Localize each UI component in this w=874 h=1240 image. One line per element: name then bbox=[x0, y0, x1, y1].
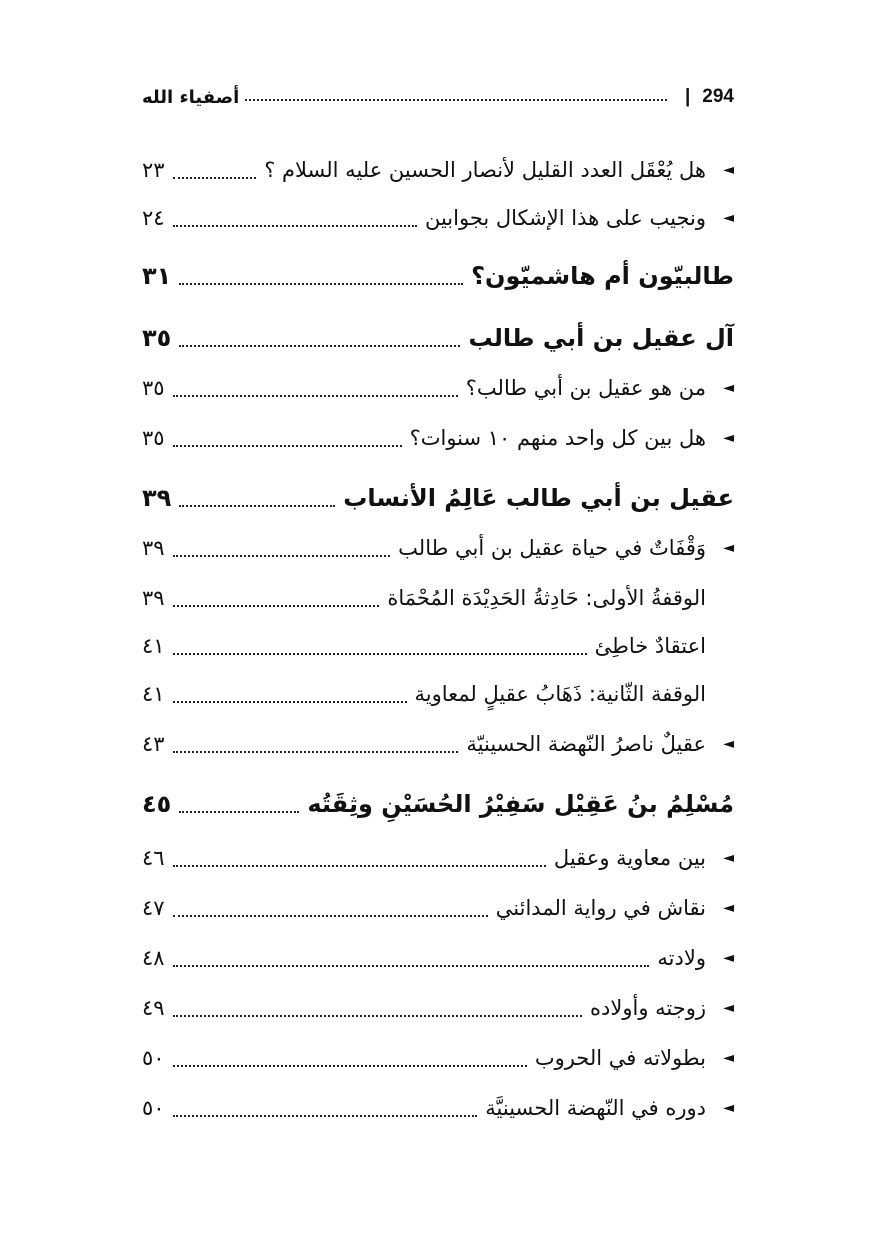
toc-entry-page-number: ٤٧ bbox=[142, 896, 165, 920]
bullet-triangle-icon: ◄ bbox=[723, 430, 734, 446]
toc-entry[interactable] bbox=[142, 836, 734, 880]
header-separator: | bbox=[684, 86, 691, 107]
toc-entry[interactable] bbox=[142, 366, 734, 410]
toc-entry-page-number: ٣٩ bbox=[142, 484, 172, 512]
leader-dots bbox=[173, 445, 402, 447]
toc-entry-title: طالبيّون أم هاشميّون؟ bbox=[471, 262, 734, 290]
toc-entry[interactable] bbox=[142, 782, 734, 826]
bullet-triangle-icon: ◄ bbox=[723, 1000, 734, 1016]
toc-entry-page-number: ٣٩ bbox=[142, 536, 165, 560]
leader-dots bbox=[173, 751, 459, 753]
toc-entry[interactable] bbox=[142, 986, 734, 1030]
toc-entry-page-number: ٥٠ bbox=[142, 1046, 165, 1070]
toc-entry-page-number: ٤٣ bbox=[142, 732, 165, 756]
toc-entry[interactable] bbox=[142, 672, 734, 716]
toc-entry-title: عقيلٌ ناصرُ النّهضة الحسينيّة bbox=[466, 732, 706, 756]
leader-dots bbox=[179, 505, 335, 507]
toc-entry-title: الوقفة الثّانية: ذَهَابُ عقيلٍ لمعاوية bbox=[414, 682, 706, 706]
toc-entry-page-number: ٤٨ bbox=[142, 946, 165, 970]
toc-entry-page-number: ٥٠ bbox=[142, 1096, 165, 1120]
leader-dots bbox=[173, 915, 488, 917]
bullet-triangle-icon: ◄ bbox=[723, 1050, 734, 1066]
leader-dots bbox=[173, 865, 546, 867]
toc-entry[interactable] bbox=[142, 476, 734, 520]
bullet-triangle-icon: ◄ bbox=[723, 736, 734, 752]
toc-entry-page-number: ٣٩ bbox=[142, 586, 165, 610]
toc-entry[interactable] bbox=[142, 936, 734, 980]
bullet-triangle-icon: ◄ bbox=[723, 210, 734, 226]
toc-entry[interactable] bbox=[142, 722, 734, 766]
leader-dots bbox=[173, 555, 391, 557]
leader-dots bbox=[179, 345, 460, 347]
toc-entry-title: آل عقيل بن أبي طالب bbox=[468, 324, 734, 352]
toc-entry[interactable] bbox=[142, 254, 734, 298]
toc-entry[interactable] bbox=[142, 148, 734, 192]
toc-entry-page-number: ٤١ bbox=[142, 634, 165, 658]
toc-entry-page-number: ٤١ bbox=[142, 682, 165, 706]
toc-entry[interactable] bbox=[142, 196, 734, 240]
toc-entry[interactable] bbox=[142, 526, 734, 570]
toc-entry-title: وَقْفَاتٌ في حياة عقيل بن أبي طالب bbox=[398, 536, 706, 560]
toc-entry-page-number: ٣١ bbox=[142, 262, 172, 290]
book-title: أصفياء الله bbox=[142, 86, 240, 108]
leader-dots bbox=[173, 1065, 527, 1067]
leader-dots bbox=[173, 701, 407, 703]
leader-dots bbox=[173, 177, 257, 179]
leader-dots bbox=[173, 605, 380, 607]
toc-entry[interactable] bbox=[142, 416, 734, 460]
toc-entry-title: هل يُعْقَل العدد القليل لأنصار الحسين عليه السلام ؟ bbox=[264, 158, 706, 182]
bullet-triangle-icon: ◄ bbox=[723, 540, 734, 556]
leader-dots bbox=[179, 283, 463, 285]
toc-entry[interactable] bbox=[142, 576, 734, 620]
header-leader-dots bbox=[245, 99, 667, 101]
leader-dots bbox=[173, 653, 587, 655]
toc-entry[interactable] bbox=[142, 316, 734, 360]
bullet-triangle-icon: ◄ bbox=[723, 900, 734, 916]
toc-entry-title: ونجيب على هذا الإشكال بجوابين bbox=[424, 206, 706, 230]
leader-dots bbox=[173, 1015, 582, 1017]
bullet-triangle-icon: ◄ bbox=[723, 850, 734, 866]
page-header bbox=[142, 80, 734, 114]
leader-dots bbox=[173, 1115, 478, 1117]
toc-entry[interactable] bbox=[142, 1036, 734, 1080]
bullet-triangle-icon: ◄ bbox=[723, 1100, 734, 1116]
bullet-triangle-icon: ◄ bbox=[723, 162, 734, 178]
toc-entry-title: ولادته bbox=[657, 946, 706, 970]
toc-entry-title: زوجته وأولاده bbox=[590, 996, 706, 1020]
toc-entry[interactable] bbox=[142, 1086, 734, 1130]
leader-dots bbox=[173, 965, 650, 967]
toc-entry[interactable] bbox=[142, 886, 734, 930]
toc-entry-title: من هو عقيل بن أبي طالب؟ bbox=[465, 376, 706, 400]
toc-entry-title: نقاش في رواية المدائني bbox=[495, 896, 706, 920]
toc-entry-title: بطولاته في الحروب bbox=[534, 1046, 706, 1070]
toc-entry[interactable] bbox=[142, 624, 734, 668]
bullet-triangle-icon: ◄ bbox=[723, 380, 734, 396]
toc-entry-page-number: ٣٥ bbox=[142, 376, 165, 400]
toc-entry-title: بين معاوية وعقيل bbox=[553, 846, 706, 870]
page-number: 294 bbox=[702, 86, 734, 107]
leader-dots bbox=[179, 811, 299, 813]
toc-entry-title: عقيل بن أبي طالب عَالِمُ الأنساب bbox=[343, 484, 734, 512]
toc-entry-title: الوقفةُ الأولى: حَادِثةُ الحَدِيْدَة المُحْمَاة bbox=[387, 586, 706, 610]
leader-dots bbox=[173, 395, 458, 397]
toc-entry-page-number: ٤٥ bbox=[142, 790, 172, 818]
toc-entry-title: اعتقادٌ خاطِئ bbox=[594, 634, 706, 658]
toc-entry-page-number: ٢٣ bbox=[142, 158, 165, 182]
toc-entry-page-number: ٤٦ bbox=[142, 846, 165, 870]
leader-dots bbox=[173, 225, 417, 227]
toc-entry-page-number: ٣٥ bbox=[142, 426, 165, 450]
toc-entry-title: دوره في النّهضة الحسينيَّة bbox=[485, 1096, 706, 1120]
toc-entry-title: هل بين كل واحد منهم ١٠ سنوات؟ bbox=[409, 426, 706, 450]
toc-entry-title: مُسْلِمُ بنُ عَقِيْل سَفِيْرُ الحُسَيْنِ وثِقَتُه bbox=[307, 790, 734, 818]
toc-entry-page-number: ٤٩ bbox=[142, 996, 165, 1020]
toc-entry-page-number: ٢٤ bbox=[142, 206, 165, 230]
bullet-triangle-icon: ◄ bbox=[723, 950, 734, 966]
toc-entry-page-number: ٣٥ bbox=[142, 324, 172, 352]
